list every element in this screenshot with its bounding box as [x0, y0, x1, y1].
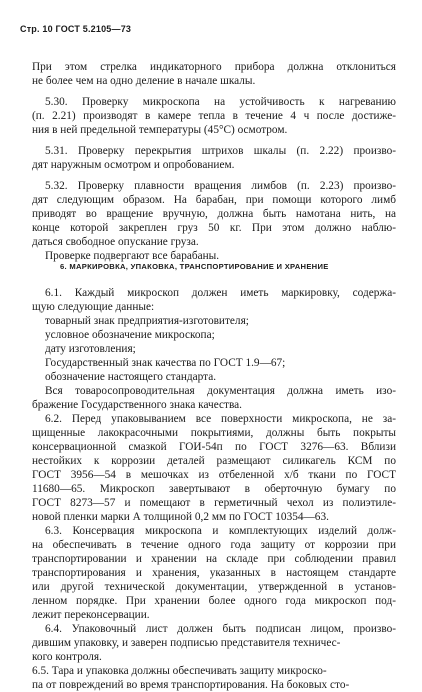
text-line: условное обозначение микроскопа; — [45, 329, 215, 341]
text-line: дят наружным осмотром и опробованием. — [32, 159, 235, 171]
text-line: бражение Государственного знака качества. — [32, 399, 242, 411]
text-line: новой пленки марки А толщиной 0,2 мм по ГОСТ 10354—63. — [32, 511, 329, 523]
text-line: Государственный знак качества по ГОСТ 1.9—67; — [45, 357, 286, 369]
text-line: 6.1. Каждый микроскоп должен иметь маркировку, содержа- — [45, 287, 396, 299]
text-line: Вся товаросопроводительная документация должна иметь изо- — [45, 385, 396, 397]
text-line: па от повреждений во время транспортирования. На боковых сто- — [32, 679, 350, 691]
text-line: 6.4. Упаковочный лист должен быть подписан лицом, произво- — [45, 623, 396, 635]
text-line: щищенные лакокрасочными покрытиями, должны быть покрыты — [32, 427, 396, 439]
text-line: дившим упаковку, и заверен подписью представителя техничес- — [32, 637, 341, 649]
text-line: дату изготовления; — [45, 343, 136, 355]
text-line: щую следующие данные: — [32, 301, 155, 313]
text-line: конце которой закреплен груз 50 кг. При этом должно наблю- — [32, 222, 396, 234]
text-line: обозначение настоящего стандарта. — [45, 371, 217, 383]
text-line: консервационной смазкой ГОИ-54п по ГОСТ 3276—63. Вблизи — [32, 441, 396, 453]
text-line: Проверке подвергают все барабаны. — [45, 250, 220, 262]
text-line: 11680—65. Микроскоп завертывают в оберточную бумагу по — [32, 483, 396, 495]
text-line: 6.5. Тара и упаковка должны обеспечивать защиту микроско- — [32, 665, 327, 677]
text-line: ГОСТ 8273—57 и помещают в герметичный чехол из полиэтиле- — [32, 497, 396, 509]
text-line: 5.31. Проверку перекрытия штрихов шкалы (п. 2.22) произво- — [45, 145, 396, 157]
text-line: ния в ней предельной температуры (45°С) осмотром. — [32, 124, 288, 136]
text-line: лежит переконсервации. — [32, 609, 150, 621]
text-line: или другой технической документации, утвержденной в установ- — [32, 581, 396, 593]
text-line: ГОСТ 3956—54 в мешочках из отбеленной х/б ткани по ГОСТ — [32, 469, 396, 481]
text-line: кого контроля. — [32, 651, 102, 663]
text-line: 6.2. Перед упаковыванием все поверхности микроскопа, не за- — [45, 413, 396, 425]
text-line: При этом стрелка индикаторного прибора должна отклониться — [32, 61, 396, 73]
text-line: даться свободное опускание груза. — [32, 236, 199, 248]
text-line: (п. 2.21) производят в камере тепла в течение 4 ч после достиже- — [32, 110, 396, 122]
text-line: дят следующим образом. На барабан, при помощи которого лимб — [32, 194, 396, 206]
text-line: приводят во вращение вручную, должна быть намотана нить, на — [32, 208, 396, 220]
text-line: 6.3. Консервация микроскопа и комплектующих изделий долж- — [45, 525, 396, 537]
section-heading: 6. МАРКИРОВКА, УПАКОВКА, ТРАНСПОРТИРОВАНИЕ И ХРАНЕНИЕ — [60, 262, 329, 271]
text-line: на обеспечивать в течение одного года защиту от коррозии при — [32, 539, 396, 551]
text-line: транспортировании и хранении на складе при соблюдении правил — [32, 553, 396, 565]
page-header: Стр. 10 ГОСТ 5.2105—73 — [20, 24, 132, 34]
text-line: транспортирования и хранения, указанных в настоящем стандарте — [32, 567, 396, 579]
text-line: 5.32. Проверку плавности вращения лимбов (п. 2.23) произво- — [45, 180, 396, 192]
text-line: не более чем на одно деление в начале шкалы. — [32, 75, 256, 87]
text-line: ленном порядке. При хранении более одного года микроскоп под- — [32, 595, 396, 607]
text-line: нестойких к коррозии деталей размещают силикагель КСМ по — [32, 455, 396, 467]
text-line: товарный знак предприятия-изготовителя; — [45, 315, 249, 327]
text-line: 5.30. Проверку микроскопа на устойчивость к нагреванию — [45, 96, 396, 108]
